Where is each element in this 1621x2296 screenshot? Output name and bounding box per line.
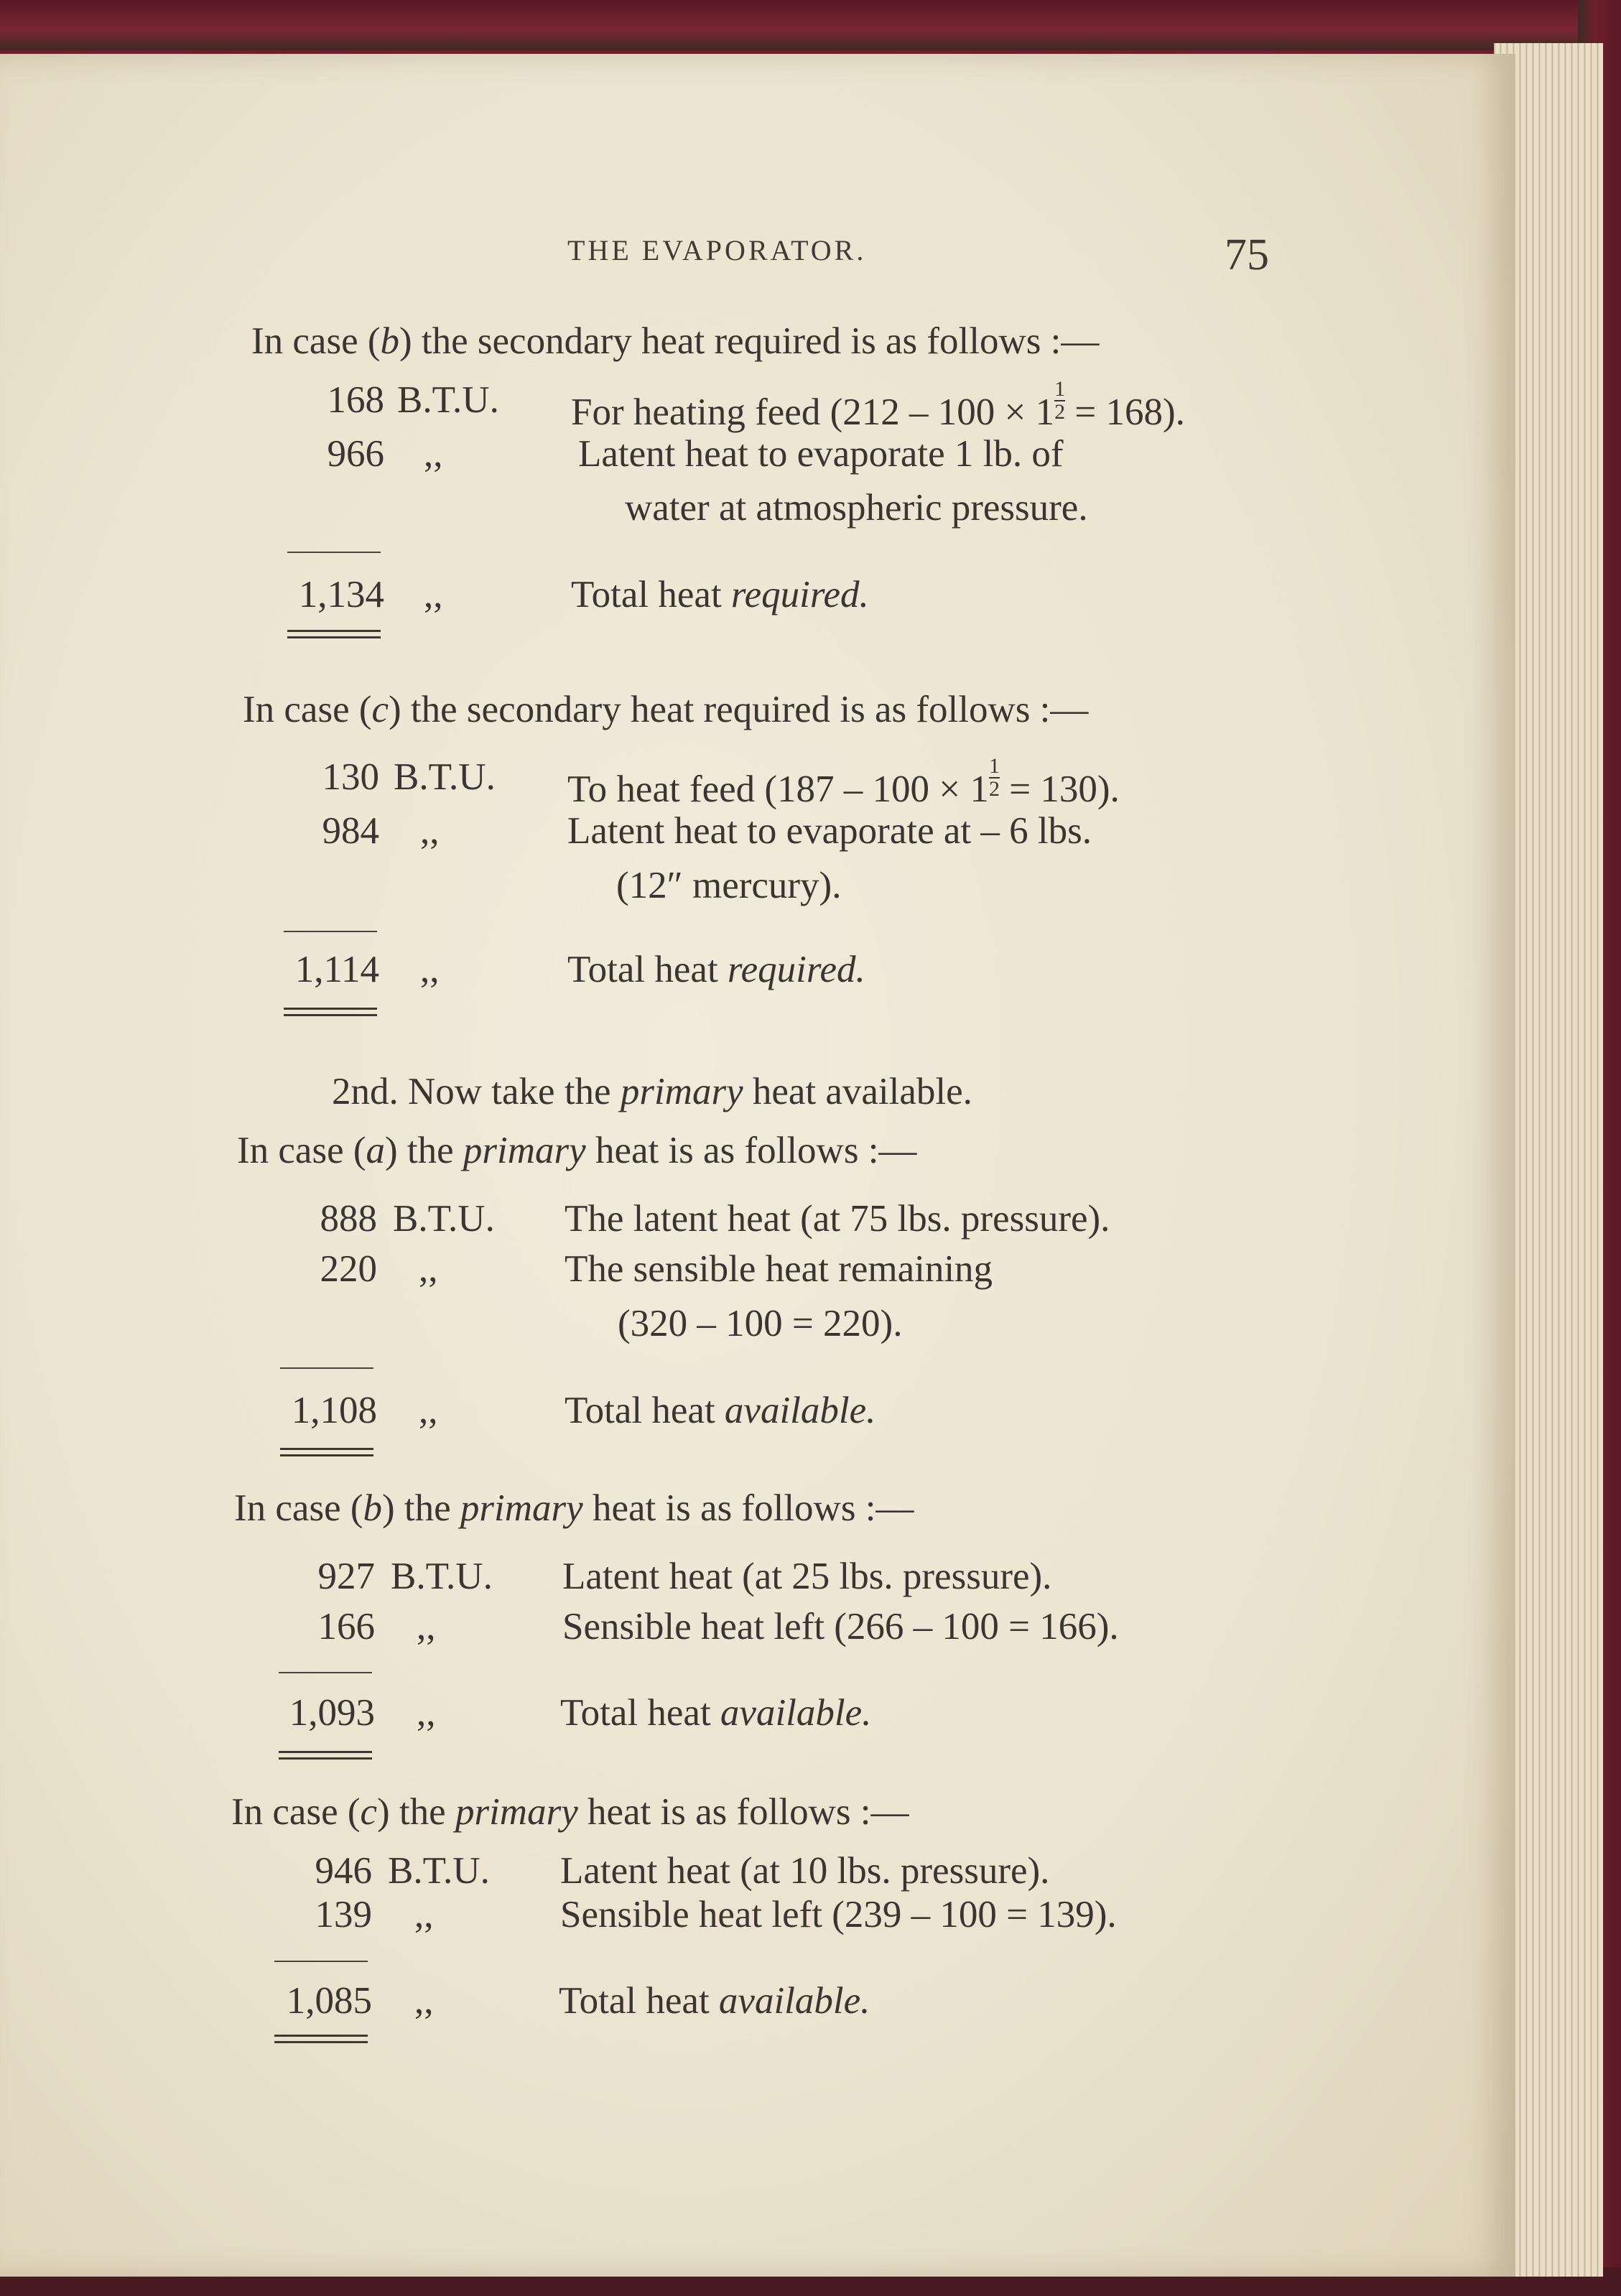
case-b-secondary-row1-unit: B.T.U. bbox=[397, 379, 499, 421]
case-c-secondary-row2-text2: (12″ mercury). bbox=[616, 865, 842, 906]
case-c-primary-total-text: Total heat available. bbox=[559, 1980, 870, 2022]
case-b-secondary-row2-unit: ,, bbox=[424, 433, 443, 475]
fraction-half: $\frac{1}{2}$ bbox=[1054, 377, 1066, 424]
case-a-primary-intro: In case (a) the primary heat is as follows :— bbox=[237, 1130, 917, 1171]
case-b-primary-row1-unit: B.T.U. bbox=[391, 1556, 493, 1597]
case-b-primary-total-num: 1,093 bbox=[289, 1692, 375, 1734]
case-b-secondary-row1-num: 168 bbox=[327, 379, 384, 421]
case-b-secondary-total-unit: ,, bbox=[424, 574, 443, 615]
case-c-primary-row1-num: 946 bbox=[315, 1850, 372, 1892]
total-double-rule bbox=[274, 2035, 368, 2043]
case-b-secondary-total-num: 1,134 bbox=[298, 574, 384, 615]
case-a-primary-row2-text: The sensible heat remaining bbox=[565, 1248, 993, 1290]
case-c-secondary-row2-text: Latent heat to evaporate at – 6 lbs. bbox=[567, 810, 1092, 852]
book-cover-top bbox=[0, 0, 1621, 50]
case-a-primary-total-num: 1,108 bbox=[291, 1390, 377, 1431]
case-b-secondary-intro: In case (b) the secondary heat required is as follows :— bbox=[251, 320, 1100, 362]
case-c-primary-row1-unit: B.T.U. bbox=[388, 1850, 490, 1892]
case-b-primary-intro: In case (b) the primary heat is as follows :— bbox=[234, 1487, 914, 1529]
case-b-primary-row1-text: Latent heat (at 25 lbs. pressure). bbox=[562, 1556, 1052, 1597]
case-b-secondary-total-text: Total heat required. bbox=[571, 574, 869, 615]
case-b-primary-row2-unit: ,, bbox=[417, 1606, 436, 1647]
second-heading: 2nd. Now take the primary heat available. bbox=[332, 1071, 972, 1112]
case-c-secondary-total-unit: ,, bbox=[420, 949, 440, 990]
case-a-primary-row1-unit: B.T.U. bbox=[393, 1198, 495, 1240]
sum-rule bbox=[279, 1672, 372, 1673]
case-c-secondary-row2-num: 984 bbox=[322, 810, 379, 852]
case-c-primary-total-num: 1,085 bbox=[286, 1980, 372, 2022]
case-c-primary-intro: In case (c) the primary heat is as follows :— bbox=[231, 1791, 909, 1833]
running-head: THE EVAPORATOR. bbox=[567, 234, 867, 266]
total-double-rule bbox=[284, 1008, 377, 1016]
sum-rule bbox=[284, 931, 377, 932]
case-c-secondary-row2-unit: ,, bbox=[420, 810, 440, 852]
page-number: 75 bbox=[1225, 231, 1269, 279]
case-c-secondary-row1-text: To heat feed (187 – 100 × 1 $\frac{1}{2}$ = 130). bbox=[567, 754, 1120, 810]
case-b-secondary-row2-num: 966 bbox=[327, 433, 384, 475]
case-a-primary-row1-text: The latent heat (at 75 lbs. pressure). bbox=[565, 1198, 1110, 1240]
case-b-primary-row1-num: 927 bbox=[317, 1556, 375, 1597]
total-double-rule bbox=[279, 1751, 372, 1760]
case-b-secondary-row2-text2: water at atmospheric pressure. bbox=[625, 487, 1088, 529]
case-c-secondary-intro: In case (c) the secondary heat required is as follows :— bbox=[243, 689, 1089, 730]
total-double-rule bbox=[280, 1448, 373, 1456]
case-c-secondary-row1-num: 130 bbox=[322, 756, 379, 798]
total-double-rule bbox=[287, 630, 381, 638]
case-c-primary-row2-text: Sensible heat left (239 – 100 = 139). bbox=[560, 1894, 1117, 1935]
case-a-primary-row1-num: 888 bbox=[320, 1198, 377, 1240]
case-b-secondary-row1-text: For heating feed (212 – 100 × 1 $\frac{1}{2}$ = 168). bbox=[571, 377, 1185, 433]
case-a-primary-row2-unit: ,, bbox=[419, 1248, 438, 1290]
case-b-primary-row2-text: Sensible heat left (266 – 100 = 166). bbox=[562, 1606, 1119, 1647]
case-a-primary-total-text: Total heat available. bbox=[565, 1390, 876, 1431]
case-b-primary-total-unit: ,, bbox=[417, 1692, 436, 1734]
sum-rule bbox=[280, 1367, 373, 1369]
case-c-primary-row1-text: Latent heat (at 10 lbs. pressure). bbox=[560, 1850, 1050, 1892]
sum-rule bbox=[274, 1961, 368, 1962]
case-c-secondary-total-text: Total heat required. bbox=[567, 949, 865, 990]
case-c-primary-total-unit: ,, bbox=[414, 1980, 434, 2022]
case-b-primary-total-text: Total heat available. bbox=[560, 1692, 872, 1734]
case-c-primary-row2-unit: ,, bbox=[414, 1894, 434, 1935]
case-b-primary-row2-num: 166 bbox=[317, 1606, 375, 1647]
case-a-primary-row2-text2: (320 – 100 = 220). bbox=[618, 1303, 903, 1344]
case-c-secondary-row1-unit: B.T.U. bbox=[394, 756, 496, 798]
case-c-primary-row2-num: 139 bbox=[315, 1894, 372, 1935]
case-b-secondary-row2-text: Latent heat to evaporate 1 lb. of bbox=[578, 433, 1064, 475]
sum-rule bbox=[287, 552, 381, 553]
fraction-half: $\frac{1}{2}$ bbox=[988, 754, 1000, 801]
case-a-primary-total-unit: ,, bbox=[419, 1390, 438, 1431]
case-a-primary-row2-num: 220 bbox=[320, 1248, 377, 1290]
case-c-secondary-total-num: 1,114 bbox=[294, 949, 379, 990]
